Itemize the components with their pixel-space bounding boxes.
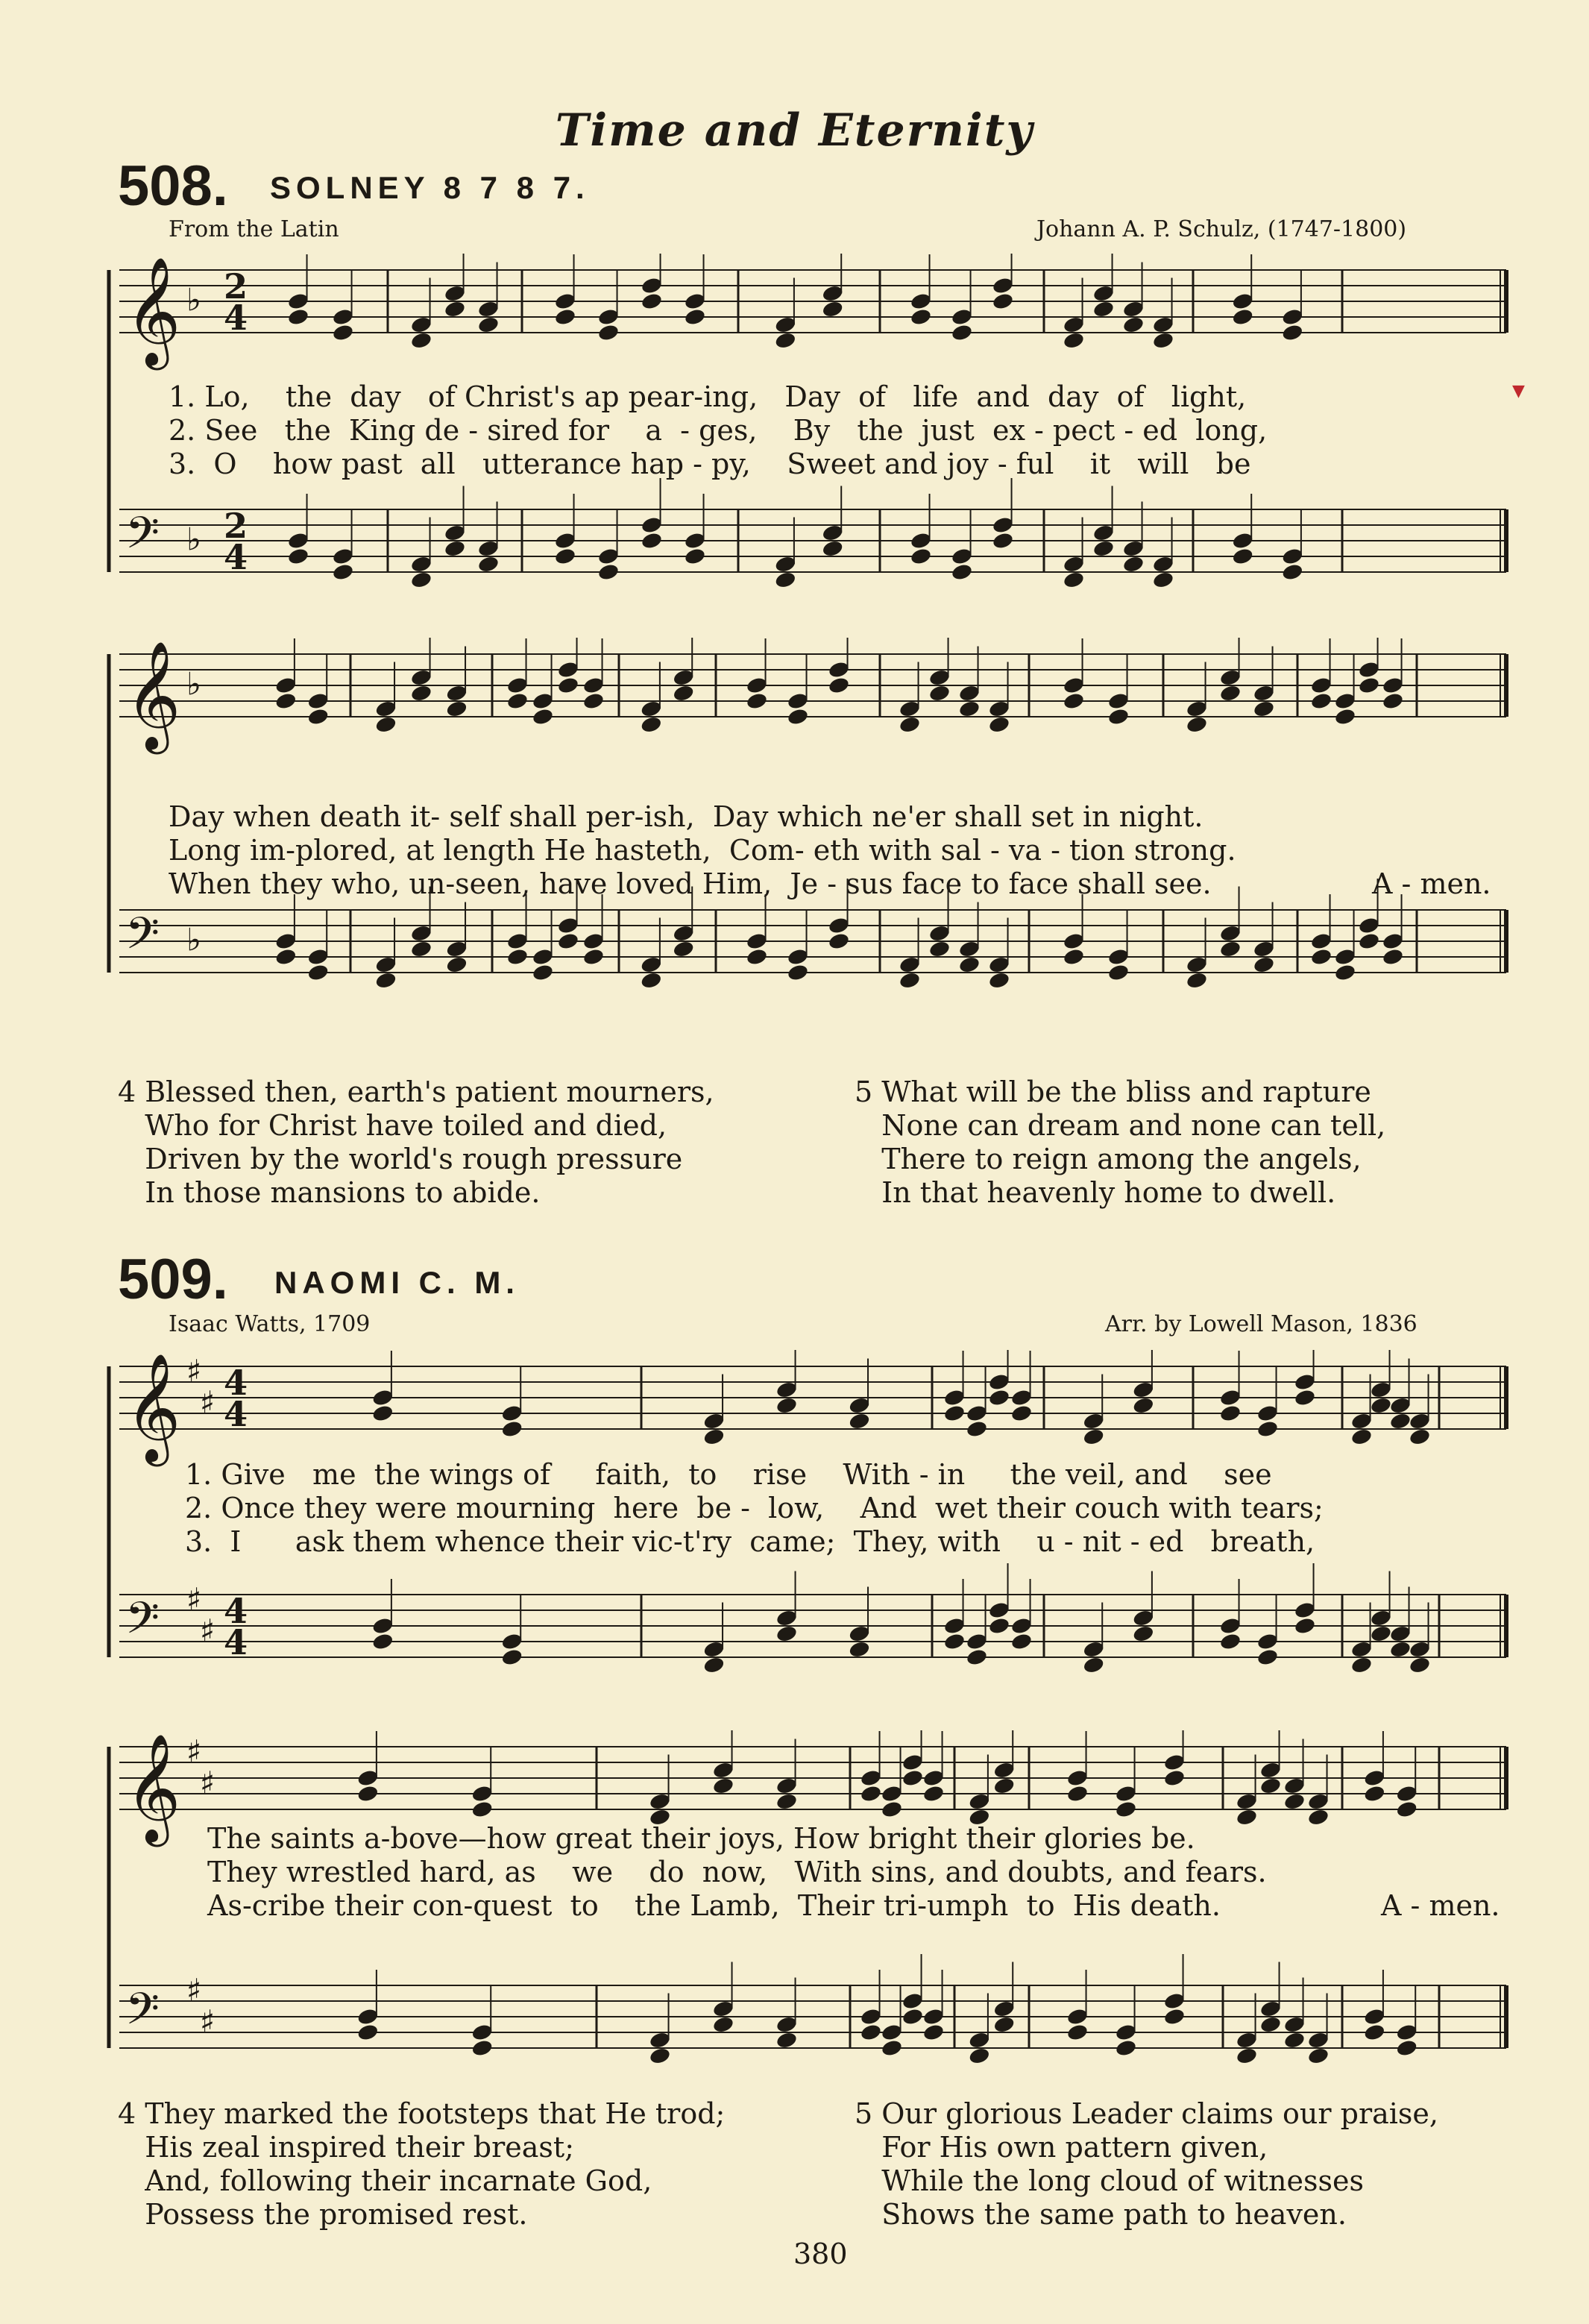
bass-clef-icon: 𝄢 (125, 1592, 160, 1654)
note-head (988, 1388, 1011, 1407)
time-signature-bottom: 4 (224, 537, 248, 577)
lyric-line: 2. See the King de - sired for a - ges, By the just ex - pect - ed long, (169, 414, 1268, 447)
section-title: Time and Eternity (555, 104, 1034, 157)
note-head (1163, 1768, 1186, 1787)
note-head (899, 715, 922, 734)
note-head (951, 323, 974, 342)
sharp-icon: ♯ (186, 1733, 202, 1770)
flat-icon: ♭ (186, 521, 201, 558)
time-signature-bottom: 4 (224, 1622, 248, 1662)
hymn-number: 508. (118, 154, 228, 218)
treble-clef-icon: 𝄞 (125, 1352, 181, 1462)
note-head (1350, 1656, 1374, 1674)
tune-name: SOLNEY 8 7 8 7. (270, 170, 590, 205)
note-head (1186, 715, 1209, 734)
note-head (988, 715, 1011, 734)
note-head (306, 707, 330, 726)
note-head (471, 1800, 494, 1818)
note-head (1256, 1648, 1280, 1666)
note-head (910, 547, 933, 565)
note-head (374, 715, 397, 734)
sharp-icon: ♯ (200, 1384, 215, 1421)
note-head (860, 1784, 883, 1803)
note-head (992, 2015, 1016, 2034)
note-head (410, 331, 433, 350)
note-head (828, 676, 851, 694)
note-head (702, 1428, 726, 1446)
text-credit: Isaac Watts, 1709 (169, 1311, 371, 1337)
note-head (332, 323, 355, 342)
note-head (775, 1624, 799, 1643)
note-head (477, 315, 500, 334)
note-head (958, 700, 981, 718)
margin-mark: ▼ (1512, 382, 1525, 401)
note-head (966, 1648, 989, 1666)
note-head (1358, 676, 1381, 694)
note-head (445, 700, 468, 718)
note-head (1132, 1624, 1155, 1643)
note-head (649, 2047, 672, 2065)
note-head (1092, 300, 1116, 318)
note-head (1363, 1784, 1386, 1803)
note-head (712, 2015, 735, 2034)
note-head (968, 2047, 991, 2065)
lyric-line: 1. Give me the wings of faith, to rise With - in the veil, and see (185, 1458, 1272, 1491)
note-head (902, 1768, 925, 1787)
note-head (848, 1412, 871, 1430)
note-head (899, 971, 922, 990)
note-head (1236, 2047, 1259, 2065)
note-head (1382, 947, 1405, 966)
note-head (1409, 1656, 1432, 1674)
note-head (1358, 932, 1381, 950)
note-head (828, 932, 851, 950)
note-head (444, 539, 467, 558)
note-head (775, 1792, 799, 1811)
music-credit: Arr. by Lowell Mason, 1836 (1105, 1311, 1417, 1337)
flat-icon: ♭ (186, 921, 201, 958)
note-head (860, 2023, 883, 2041)
note-head (1163, 2007, 1186, 2026)
time-signature-top: 2 (224, 506, 248, 546)
note-head (1122, 315, 1145, 334)
note-head (410, 684, 433, 703)
note-head (881, 1800, 904, 1818)
note-head (988, 971, 1011, 990)
note-head (684, 547, 707, 565)
time-signature-top: 4 (224, 1591, 248, 1631)
note-head (951, 562, 974, 581)
note-head (1063, 947, 1086, 966)
note-head (966, 1419, 989, 1438)
amen-label: A - men. (1381, 1889, 1500, 1922)
note-head (641, 292, 664, 310)
note-head (410, 940, 433, 958)
note-head (1389, 1412, 1412, 1430)
note-head (821, 300, 844, 318)
note-head (1066, 1784, 1089, 1803)
note-head (287, 307, 310, 326)
note-head (1283, 1792, 1306, 1811)
note-head (1231, 547, 1254, 565)
time-signature-top: 4 (224, 1363, 248, 1403)
note-head (557, 932, 580, 950)
note-head (1310, 947, 1333, 966)
page-number: 380 (793, 2237, 848, 2270)
note-head (1350, 1428, 1374, 1446)
sharp-icon: ♯ (186, 1972, 202, 2009)
note-head (1283, 2031, 1306, 2050)
stanza-5: 5 What will be the bliss and rapture None can dream and none can tell, There to reign among the angels, In that heavenly home to dwell. (855, 1075, 1386, 1209)
note-head (532, 707, 555, 726)
note-head (1219, 1404, 1242, 1422)
lyric-line: Long im-plored, at length He hasteth, Com- eth with sal - va - tion strong. (169, 834, 1236, 867)
note-head (1063, 691, 1086, 710)
treble-clef-icon: 𝄞 (125, 1733, 181, 1842)
note-head (506, 691, 529, 710)
lyric-line: As-cribe their con-quest to the Lamb, Their tri-umph to His death. (207, 1889, 1221, 1922)
note-head (554, 307, 577, 326)
note-head (848, 1640, 871, 1659)
note-head (910, 307, 933, 326)
note-head (1082, 1656, 1105, 1674)
note-head (775, 1396, 799, 1415)
note-head (1063, 571, 1086, 589)
note-head (582, 691, 605, 710)
note-head (1310, 691, 1333, 710)
note-head (1256, 1419, 1280, 1438)
note-head (775, 2031, 799, 2050)
note-head (1010, 1404, 1033, 1422)
note-head (444, 300, 467, 318)
note-head (1092, 539, 1116, 558)
note-head (1219, 684, 1242, 703)
note-head (641, 531, 664, 550)
note-head (787, 963, 810, 982)
treble-clef-icon: 𝄞 (125, 256, 181, 365)
sharp-icon: ♯ (186, 1353, 202, 1389)
note-head (356, 2023, 380, 2041)
note-head (712, 1777, 735, 1795)
note-head (471, 2038, 494, 2057)
note-head (1219, 940, 1242, 958)
note-head (1236, 1808, 1259, 1827)
note-head (1152, 571, 1175, 589)
note-head (332, 562, 355, 581)
note-head (928, 684, 951, 703)
hymn-number: 509. (118, 1248, 228, 1311)
sharp-icon: ♯ (200, 1765, 215, 1801)
lyric-line: When they who, un-seen, have loved Him, Je - sus face to face shall see. (169, 867, 1212, 900)
note-head (787, 707, 810, 726)
note-head (500, 1648, 523, 1666)
note-head (1307, 1808, 1330, 1827)
note-head (672, 940, 695, 958)
stanza-5: 5 Our glorious Leader claims our praise, For His own pattern given, While the long cloud of witnesses Shows the same path to heaven. (855, 2097, 1438, 2231)
note-head (1294, 1388, 1317, 1407)
sharp-icon: ♯ (200, 1612, 215, 1649)
flat-icon: ♭ (186, 665, 201, 703)
note-head (532, 963, 555, 982)
note-head (928, 940, 951, 958)
lyric-line: 2. Once they were mourning here be - low, And wet their couch with tears; (185, 1492, 1324, 1524)
note-head (1082, 1428, 1105, 1446)
note-head (1115, 1800, 1138, 1818)
note-head (597, 323, 620, 342)
tune-name: NAOMI C. M. (274, 1265, 520, 1300)
note-head (371, 1404, 394, 1422)
note-head (1334, 963, 1357, 982)
note-head (702, 1656, 726, 1674)
note-head (1363, 2023, 1386, 2041)
note-head (582, 947, 605, 966)
note-head (988, 1616, 1011, 1635)
time-signature-bottom: 4 (224, 298, 248, 338)
lyric-line: The saints a-bove—how great their joys, How bright their glories be. (207, 1822, 1195, 1855)
note-head (992, 531, 1015, 550)
note-head (1259, 2015, 1283, 2034)
music-credit: Johann A. P. Schulz, (1747-1800) (1036, 216, 1407, 242)
bass-clef-icon: 𝄢 (125, 507, 160, 569)
time-signature-bottom: 4 (224, 1394, 248, 1434)
amen-label: A - men. (1372, 867, 1491, 900)
note-head (274, 691, 298, 710)
note-head (881, 2038, 904, 2057)
text-credit: From the Latin (169, 216, 339, 242)
bass-clef-icon: 𝄢 (125, 908, 160, 970)
lyric-line: They wrestled hard, as we do now, With sins, and doubts, and fears. (207, 1856, 1267, 1888)
note-head (1253, 955, 1276, 974)
treble-clef-icon: 𝄞 (125, 640, 181, 750)
lyric-line: 1. Lo, the day of Christ's ap pear-ing, Day of life and day of light, (169, 380, 1247, 413)
note-head (410, 571, 433, 589)
note-head (557, 676, 580, 694)
note-head (1334, 707, 1357, 726)
note-head (1395, 2038, 1418, 2057)
note-head (287, 547, 310, 565)
note-head (1253, 700, 1276, 718)
note-head (1259, 1777, 1283, 1795)
note-head (374, 971, 397, 990)
stanza-4: 4 Blessed then, earth's patient mourners, Who for Christ have toiled and died, Driven by the world's rough pressure In those mansions to abide. (118, 1075, 714, 1209)
note-head (1382, 691, 1405, 710)
note-head (1219, 1632, 1242, 1651)
lyric-line: 3. O how past all utterance hap - py, Sweet and joy - ful it will be (169, 447, 1251, 480)
note-head (1307, 2047, 1330, 2065)
time-signature-top: 2 (224, 266, 248, 307)
note-head (477, 555, 500, 574)
note-head (1281, 562, 1304, 581)
note-head (774, 331, 797, 350)
note-head (274, 947, 298, 966)
lyric-line: 3. I ask them whence their vic-t'ry came; They, with u - nit - ed breath, (185, 1525, 1315, 1558)
flat-icon: ♭ (186, 281, 201, 318)
note-head (640, 715, 663, 734)
note-head (746, 947, 769, 966)
note-head (445, 955, 468, 974)
note-head (1231, 307, 1254, 326)
note-head (1389, 1640, 1412, 1659)
note-head (1370, 1396, 1393, 1415)
note-head (746, 691, 769, 710)
note-head (1063, 331, 1086, 350)
stanza-4: 4 They marked the footsteps that He trod; His zeal inspired their breast; And, following their incarnate God, Possess the promised rest. (118, 2097, 726, 2231)
note-head (1281, 323, 1304, 342)
note-head (306, 963, 330, 982)
sharp-icon: ♯ (186, 1581, 202, 1618)
note-head (1186, 971, 1209, 990)
note-head (1294, 1616, 1317, 1635)
note-head (356, 1784, 380, 1803)
note-head (1010, 1632, 1033, 1651)
note-head (1107, 963, 1130, 982)
note-head (1152, 331, 1175, 350)
note-head (902, 2007, 925, 2026)
note-head (943, 1632, 966, 1651)
note-head (500, 1419, 523, 1438)
note-head (1395, 1800, 1418, 1818)
note-head (943, 1404, 966, 1422)
note-head (640, 971, 663, 990)
note-head (992, 292, 1015, 310)
note-head (1066, 2023, 1089, 2041)
note-head (1115, 2038, 1138, 2057)
note-head (1370, 1624, 1393, 1643)
note-head (1409, 1428, 1432, 1446)
note-head (554, 547, 577, 565)
sharp-icon: ♯ (200, 2003, 215, 2040)
note-head (684, 307, 707, 326)
note-head (672, 684, 695, 703)
note-head (597, 562, 620, 581)
lyric-line: Day when death it- self shall per-ish, Day which ne'er shall set in night. (169, 800, 1203, 833)
note-head (1132, 1396, 1155, 1415)
note-head (371, 1632, 394, 1651)
note-head (1107, 707, 1130, 726)
note-head (821, 539, 844, 558)
note-head (922, 2023, 945, 2041)
note-head (958, 955, 981, 974)
note-head (506, 947, 529, 966)
bass-clef-icon: 𝄢 (125, 1983, 160, 2045)
note-head (1122, 555, 1145, 574)
note-head (774, 571, 797, 589)
note-head (992, 1777, 1016, 1795)
note-head (922, 1784, 945, 1803)
